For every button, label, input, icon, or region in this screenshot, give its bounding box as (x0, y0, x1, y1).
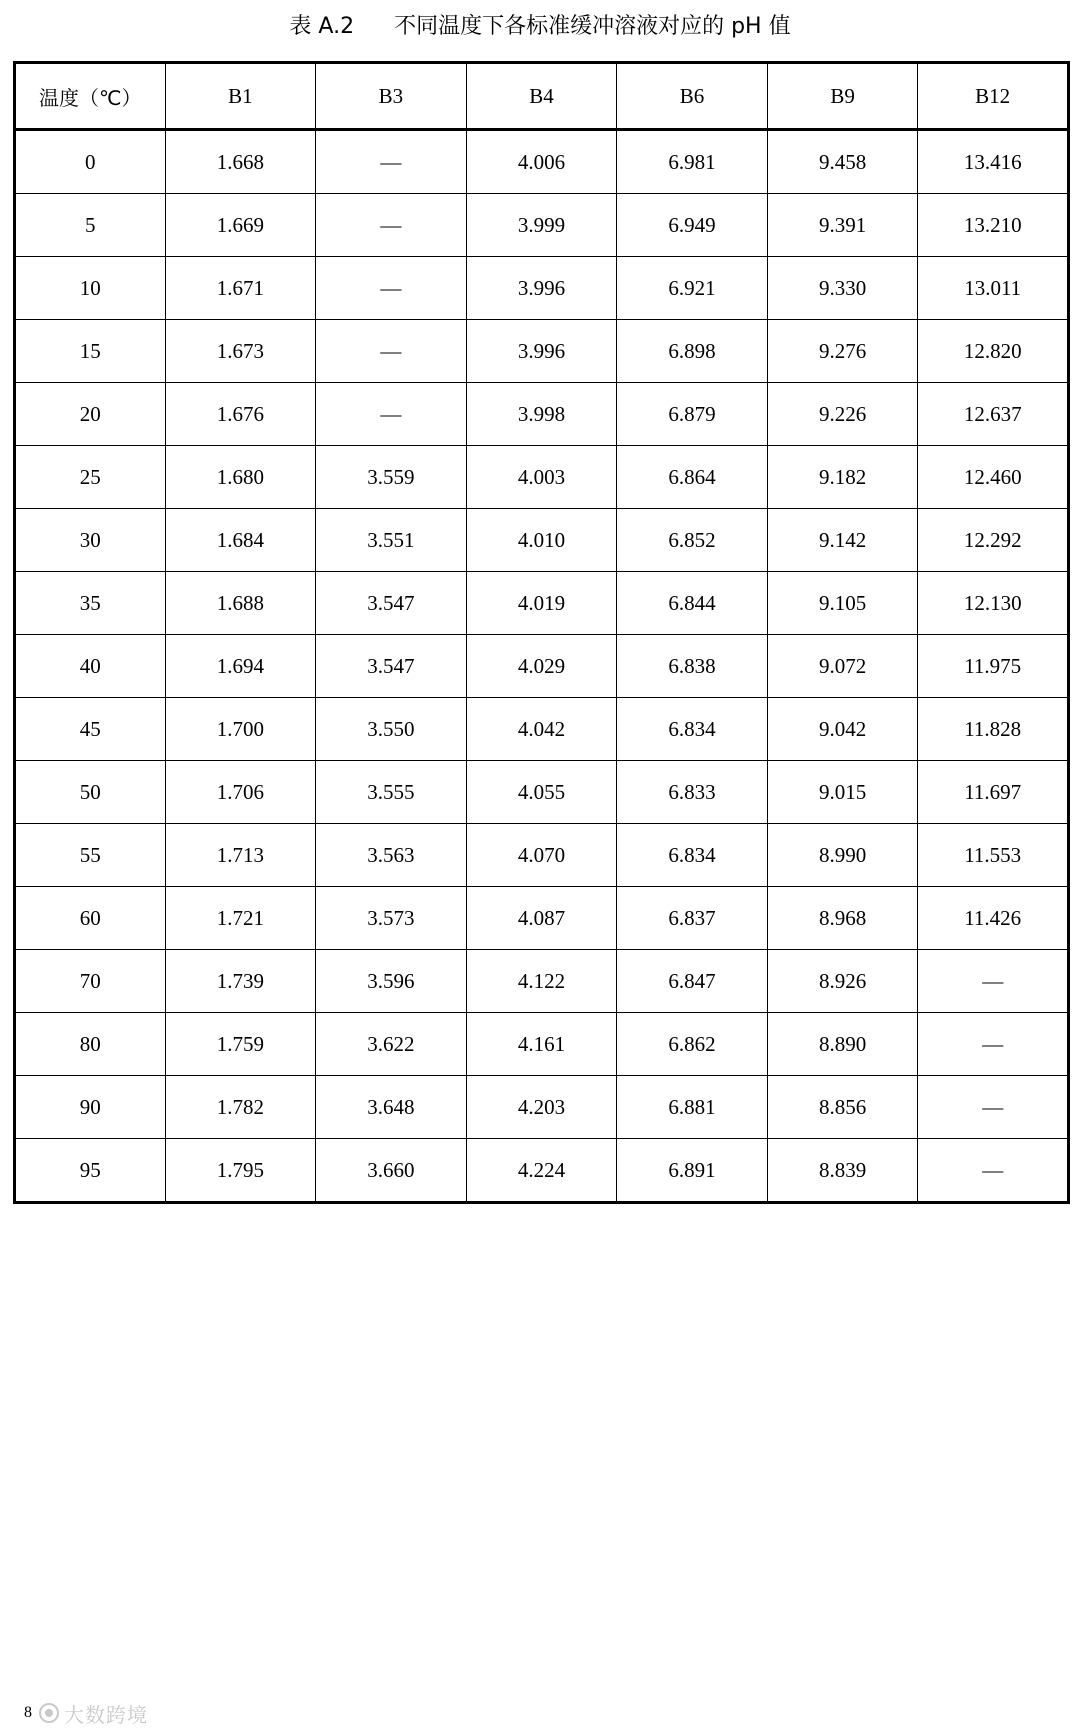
ph-value-cell: 3.596 (316, 950, 467, 1013)
ph-value-cell: 3.999 (466, 194, 617, 257)
ph-value-cell: 9.276 (767, 320, 918, 383)
ph-value-cell: — (918, 1013, 1069, 1076)
ph-value-cell: 12.292 (918, 509, 1069, 572)
ph-value-cell: 13.011 (918, 257, 1069, 320)
ph-value-cell: 1.668 (165, 130, 316, 194)
table-row (15, 194, 1069, 257)
ph-value-cell: 4.070 (466, 824, 617, 887)
ph-value-cell: 11.828 (918, 698, 1069, 761)
temperature-cell: 10 (15, 257, 166, 320)
ph-value-cell: 3.622 (316, 1013, 467, 1076)
temperature-cell: 50 (15, 761, 166, 824)
header-cell-temperature: 温度（℃） (15, 63, 166, 130)
ph-value-cell: 4.003 (466, 446, 617, 509)
ph-value-cell: 9.226 (767, 383, 918, 446)
ph-value-cell: 8.856 (767, 1076, 918, 1139)
ph-value-cell: 6.891 (617, 1139, 768, 1203)
ph-value-cell: 3.573 (316, 887, 467, 950)
ph-value-cell: 1.700 (165, 698, 316, 761)
ph-value-cell: 6.881 (617, 1076, 768, 1139)
table-header (15, 63, 1069, 130)
temperature-cell: 40 (15, 635, 166, 698)
table-body (15, 130, 1069, 1203)
ph-value-cell: 8.990 (767, 824, 918, 887)
ph-value-cell: — (316, 257, 467, 320)
ph-value-cell: 4.161 (466, 1013, 617, 1076)
ph-value-cell: 9.042 (767, 698, 918, 761)
ph-value-cell: 6.833 (617, 761, 768, 824)
ph-value-cell: 6.981 (617, 130, 768, 194)
table-row (15, 383, 1069, 446)
ph-value-cell: 1.669 (165, 194, 316, 257)
table-title: 不同温度下各标准缓冲溶液对应的 pH 值 (394, 13, 791, 39)
temperature-cell: 55 (15, 824, 166, 887)
ph-value-cell: 1.688 (165, 572, 316, 635)
ph-value-cell: 9.072 (767, 635, 918, 698)
ph-value-cell: 1.739 (165, 950, 316, 1013)
ph-value-cell: 11.697 (918, 761, 1069, 824)
ph-value-cell: 3.547 (316, 572, 467, 635)
ph-value-cell: — (918, 1139, 1069, 1203)
table-number: 表 A.2 (289, 13, 355, 39)
ph-value-cell: 9.142 (767, 509, 918, 572)
ph-value-cell: 1.676 (165, 383, 316, 446)
ph-value-cell: 6.921 (617, 257, 768, 320)
ph-value-cell: 6.834 (617, 824, 768, 887)
table-row (15, 1139, 1069, 1203)
table-row (15, 446, 1069, 509)
ph-value-cell: 4.203 (466, 1076, 617, 1139)
ph-value-cell: 6.844 (617, 572, 768, 635)
ph-value-cell: — (316, 130, 467, 194)
ph-value-cell: 4.122 (466, 950, 617, 1013)
ph-value-cell: 6.852 (617, 509, 768, 572)
ph-value-cell: — (918, 950, 1069, 1013)
ph-value-cell: 3.550 (316, 698, 467, 761)
ph-value-cell: 12.460 (918, 446, 1069, 509)
ph-value-cell: 12.820 (918, 320, 1069, 383)
ph-value-cell: 9.015 (767, 761, 918, 824)
ph-value-cell: 9.182 (767, 446, 918, 509)
ph-value-cell: 4.055 (466, 761, 617, 824)
ph-value-cell: — (918, 1076, 1069, 1139)
ph-value-cell: 3.563 (316, 824, 467, 887)
header-cell-b12: B12 (918, 63, 1069, 130)
ph-value-cell: 6.862 (617, 1013, 768, 1076)
header-cell-b6: B6 (617, 63, 768, 130)
ph-value-cell: 3.547 (316, 635, 467, 698)
temperature-cell: 25 (15, 446, 166, 509)
ph-value-cell: 12.637 (918, 383, 1069, 446)
header-cell-b4: B4 (466, 63, 617, 130)
ph-value-cell: 1.671 (165, 257, 316, 320)
ph-value-cell: 13.416 (918, 130, 1069, 194)
ph-value-cell: 3.996 (466, 257, 617, 320)
ph-value-cell: 11.426 (918, 887, 1069, 950)
table-row (15, 257, 1069, 320)
temperature-cell: 80 (15, 1013, 166, 1076)
header-cell-b1: B1 (165, 63, 316, 130)
ph-value-cell: 8.890 (767, 1013, 918, 1076)
ph-value-cell: 1.721 (165, 887, 316, 950)
ph-value-cell: 4.019 (466, 572, 617, 635)
brand-logo-icon (38, 1702, 60, 1724)
ph-value-cell: 9.330 (767, 257, 918, 320)
ph-value-cell: 1.680 (165, 446, 316, 509)
ph-value-cell: 6.864 (617, 446, 768, 509)
ph-value-cell: 3.996 (466, 320, 617, 383)
table-row (15, 509, 1069, 572)
header-cell-b9: B9 (767, 63, 918, 130)
page-number: 8 (24, 1704, 32, 1721)
ph-value-cell: 6.949 (617, 194, 768, 257)
ph-value-cell: 8.839 (767, 1139, 918, 1203)
ph-value-cell: 3.998 (466, 383, 617, 446)
ph-value-cell: 1.713 (165, 824, 316, 887)
ph-value-cell: 3.555 (316, 761, 467, 824)
temperature-cell: 60 (15, 887, 166, 950)
table-row (15, 824, 1069, 887)
table-row (15, 320, 1069, 383)
watermark (38, 1699, 148, 1728)
ph-value-cell: 12.130 (918, 572, 1069, 635)
table-row (15, 887, 1069, 950)
table-row (15, 698, 1069, 761)
ph-value-cell: 8.926 (767, 950, 918, 1013)
ph-value-cell: 4.006 (466, 130, 617, 194)
ph-value-cell: 1.684 (165, 509, 316, 572)
ph-value-cell: 1.759 (165, 1013, 316, 1076)
table-row (15, 635, 1069, 698)
ph-value-cell: — (316, 383, 467, 446)
ph-value-cell: 6.838 (617, 635, 768, 698)
temperature-cell: 90 (15, 1076, 166, 1139)
ph-value-cell: 3.648 (316, 1076, 467, 1139)
table-row (15, 950, 1069, 1013)
table-row (15, 130, 1069, 194)
header-row (15, 63, 1069, 130)
ph-value-cell: 9.458 (767, 130, 918, 194)
ph-value-cell: 4.042 (466, 698, 617, 761)
ph-value-cell: 13.210 (918, 194, 1069, 257)
page-footer (24, 1698, 148, 1728)
ph-value-cell: 6.834 (617, 698, 768, 761)
ph-value-cell: — (316, 320, 467, 383)
ph-value-cell: 1.782 (165, 1076, 316, 1139)
table-row (15, 1076, 1069, 1139)
ph-value-cell: 9.105 (767, 572, 918, 635)
ph-value-cell: 6.837 (617, 887, 768, 950)
ph-value-cell: 1.694 (165, 635, 316, 698)
ph-value-cell: 4.029 (466, 635, 617, 698)
ph-value-cell: 3.559 (316, 446, 467, 509)
temperature-cell: 5 (15, 194, 166, 257)
table-row (15, 761, 1069, 824)
temperature-cell: 15 (15, 320, 166, 383)
watermark-text: 大数跨境 (64, 1702, 148, 1727)
ph-value-cell: — (316, 194, 467, 257)
temperature-cell: 30 (15, 509, 166, 572)
table-caption (0, 4, 1080, 44)
ph-value-cell: 11.975 (918, 635, 1069, 698)
temperature-cell: 95 (15, 1139, 166, 1203)
ph-table (13, 61, 1070, 1204)
ph-value-cell: 3.660 (316, 1139, 467, 1203)
ph-value-cell: 1.795 (165, 1139, 316, 1203)
ph-value-cell: 4.087 (466, 887, 617, 950)
table-row (15, 572, 1069, 635)
temperature-cell: 45 (15, 698, 166, 761)
ph-value-cell: 4.010 (466, 509, 617, 572)
ph-value-cell: 6.879 (617, 383, 768, 446)
ph-value-cell: 6.898 (617, 320, 768, 383)
ph-value-cell: 9.391 (767, 194, 918, 257)
table-row (15, 1013, 1069, 1076)
temperature-cell: 20 (15, 383, 166, 446)
ph-value-cell: 4.224 (466, 1139, 617, 1203)
ph-value-cell: 8.968 (767, 887, 918, 950)
temperature-cell: 35 (15, 572, 166, 635)
ph-value-cell: 1.706 (165, 761, 316, 824)
ph-value-cell: 1.673 (165, 320, 316, 383)
temperature-cell: 0 (15, 130, 166, 194)
ph-value-cell: 11.553 (918, 824, 1069, 887)
temperature-cell: 70 (15, 950, 166, 1013)
header-cell-b3: B3 (316, 63, 467, 130)
ph-value-cell: 3.551 (316, 509, 467, 572)
ph-value-cell: 6.847 (617, 950, 768, 1013)
